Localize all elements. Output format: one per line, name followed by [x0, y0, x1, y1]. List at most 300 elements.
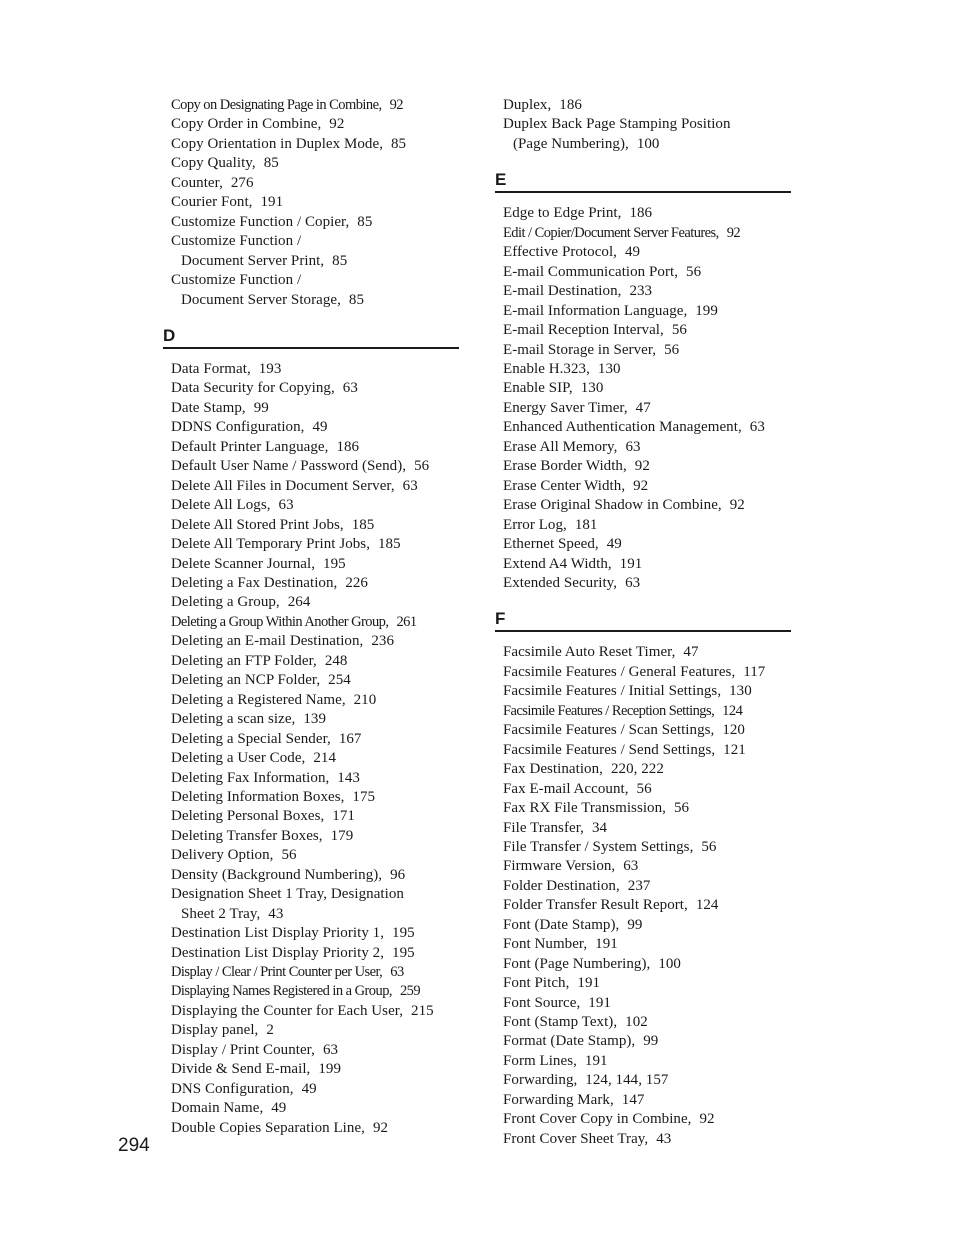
index-term: Courier Font, — [171, 194, 253, 211]
index-entry — [503, 379, 795, 398]
index-term: Deleting an NCP Folder, — [171, 672, 321, 689]
index-entry — [503, 799, 795, 818]
index-entry — [171, 1119, 463, 1138]
index-continued-list — [171, 96, 463, 310]
index-term: Forwarding Mark, — [503, 1091, 614, 1108]
index-term: Facsimile Auto Reset Timer, — [503, 644, 676, 661]
index-entry — [503, 1110, 795, 1129]
index-entry — [171, 115, 463, 134]
index-entry — [171, 574, 463, 593]
index-entry — [171, 213, 463, 232]
index-page-ref: 85 — [263, 155, 279, 172]
index-entry — [171, 154, 463, 173]
index-page-ref: 63 — [623, 858, 639, 875]
index-term: Duplex Back Page Stamping Position (Page Numbering), — [503, 116, 731, 152]
index-term: Deleting a Group Within Another Group, — [171, 613, 389, 630]
index-term: Erase All Memory, — [503, 438, 618, 455]
index-page-ref: 63 — [278, 497, 294, 514]
index-entry — [503, 819, 795, 838]
index-page-ref: 143 — [337, 769, 360, 786]
index-entry — [503, 780, 795, 799]
index-page-ref: 124 — [722, 702, 743, 719]
index-page-ref: 139 — [303, 711, 326, 728]
section-divider — [163, 347, 459, 349]
index-page-ref: 191 — [588, 994, 611, 1011]
index-page-ref: 99 — [627, 916, 643, 933]
index-page-ref: 92 — [633, 477, 649, 494]
index-page-ref: 49 — [271, 1100, 287, 1117]
index-term: Deleting a Special Sender, — [171, 730, 331, 747]
index-page-ref: 220, 222 — [610, 761, 664, 778]
index-page-ref: 186 — [336, 438, 360, 455]
index-page-ref: 237 — [627, 877, 651, 894]
index-term: Folder Transfer Result Report, — [503, 897, 688, 914]
index-entry — [171, 271, 463, 310]
index-page-ref: 215 — [411, 1002, 434, 1019]
index-page-ref: 56 — [414, 458, 430, 475]
index-entry — [503, 702, 795, 721]
index-term: Energy Saver Timer, — [503, 399, 628, 416]
index-entry — [503, 204, 795, 223]
index-page-ref: 254 — [328, 672, 351, 689]
index-page-ref: 85 — [348, 291, 365, 308]
index-entry — [171, 379, 463, 398]
index-term: Deleting an FTP Folder, — [171, 652, 317, 669]
index-column-left — [163, 96, 463, 1138]
index-term: Date Stamp, — [171, 399, 246, 416]
section-letter: E — [495, 170, 507, 190]
index-term: Destination List Display Priority 1, — [171, 925, 385, 942]
index-entry — [171, 885, 463, 924]
index-page-ref: 85 — [357, 213, 373, 230]
index-section-d-list — [171, 360, 463, 1138]
index-page-ref: 47 — [635, 399, 651, 416]
index-term: Extend A4 Width, — [503, 555, 612, 572]
index-page-ref: 92 — [699, 1111, 715, 1128]
index-page-ref: 92 — [389, 97, 403, 113]
index-term: Deleting a Group, — [171, 594, 280, 611]
index-term: Erase Original Shadow in Combine, — [503, 497, 722, 514]
index-entry — [503, 896, 795, 915]
index-term: Copy Quality, — [171, 155, 256, 172]
index-page-ref: 167 — [338, 730, 362, 747]
index-page-ref: 63 — [625, 574, 641, 591]
index-entry — [171, 671, 463, 690]
index-page-ref: 124 — [695, 897, 719, 914]
index-page-ref: 259 — [399, 983, 421, 1000]
section-divider — [495, 191, 791, 193]
index-term: Double Copies Separation Line, — [171, 1119, 365, 1136]
index-term: Deleting a Registered Name, — [171, 691, 346, 708]
index-entry — [171, 632, 463, 651]
index-term: Font (Stamp Text), — [503, 1014, 618, 1031]
index-page-ref: 185 — [378, 536, 401, 553]
index-entry — [503, 418, 795, 437]
index-page-ref: 195 — [392, 944, 415, 961]
index-page-ref: 276 — [230, 174, 254, 191]
index-entry — [171, 982, 463, 1001]
index-entry — [171, 477, 463, 496]
index-entry — [503, 935, 795, 954]
index-term: Customize Function / Copier, — [171, 213, 350, 230]
index-term: Extended Security, — [503, 574, 618, 591]
index-term: Facsimile Features / Scan Settings, — [503, 722, 715, 739]
index-entry — [171, 1080, 463, 1099]
index-page-ref: 56 — [686, 263, 702, 280]
index-entry — [171, 555, 463, 574]
index-term: Deleting Personal Boxes, — [171, 808, 325, 825]
index-term: Fax RX File Transmission, — [503, 800, 666, 817]
index-page-ref: 171 — [332, 808, 355, 825]
index-entry — [171, 438, 463, 457]
index-entry — [171, 846, 463, 865]
index-page-ref: 56 — [671, 322, 687, 339]
index-entry — [171, 593, 463, 612]
index-term: Delete All Files in Document Server, — [171, 477, 395, 494]
index-term: Display / Clear / Print Counter per User, — [171, 964, 383, 981]
index-page-ref: 193 — [258, 360, 282, 377]
index-page-ref: 63 — [390, 964, 404, 981]
index-term: Font (Date Stamp), — [503, 916, 620, 933]
index-term: Domain Name, — [171, 1100, 264, 1117]
index-page-ref: 214 — [313, 750, 336, 767]
index-entry — [171, 613, 463, 632]
index-page-ref: 56 — [673, 800, 690, 817]
index-page-ref: 199 — [695, 302, 718, 319]
index-page-ref: 124, 144, 157 — [585, 1072, 669, 1089]
index-entry — [503, 1032, 795, 1051]
index-section-f-list — [503, 643, 795, 1149]
index-entry — [171, 399, 463, 418]
index-page-ref: 130 — [580, 380, 604, 397]
index-page-ref: 92 — [729, 497, 745, 514]
index-entry — [171, 1099, 463, 1118]
index-page-ref: 99 — [643, 1033, 659, 1050]
index-entry — [171, 652, 463, 671]
index-term: Copy Order in Combine, — [171, 116, 322, 133]
index-page-ref: 96 — [390, 866, 406, 883]
index-term: E-mail Storage in Server, — [503, 341, 657, 358]
index-term: Erase Border Width, — [503, 458, 627, 475]
index-entry — [503, 682, 795, 701]
index-page-ref: 181 — [574, 516, 598, 533]
index-page-ref: 34 — [591, 819, 608, 836]
index-term: Display panel, — [171, 1022, 259, 1039]
index-term: Error Log, — [503, 516, 567, 533]
index-term: Font Number, — [503, 936, 588, 953]
index-term: DDNS Configuration, — [171, 419, 305, 436]
index-entry — [503, 1052, 795, 1071]
index-term: Facsimile Features / Reception Settings, — [503, 702, 715, 719]
section-letter: D — [163, 325, 176, 345]
index-entry — [503, 360, 795, 379]
index-page-ref: 49 — [301, 1080, 317, 1097]
index-page-ref: 147 — [621, 1091, 645, 1108]
index-term: Delete All Temporary Print Jobs, — [171, 536, 370, 553]
index-term: File Transfer, — [503, 819, 584, 836]
index-page-ref: 49 — [312, 419, 328, 436]
index-page-ref: 186 — [559, 97, 582, 113]
index-entry — [503, 457, 795, 476]
index-term: File Transfer / System Settings, — [503, 838, 694, 855]
index-entry — [171, 866, 463, 885]
index-entry — [503, 974, 795, 993]
index-continued-list — [503, 96, 795, 154]
index-entry — [171, 496, 463, 515]
index-entry — [503, 994, 795, 1013]
index-page-ref: 191 — [619, 555, 643, 572]
index-page-ref: 185 — [351, 516, 375, 533]
index-term: Edit / Copier/Document Server Features, — [503, 224, 719, 241]
index-page-ref: 130 — [597, 360, 621, 377]
index-page-ref: 100 — [636, 135, 660, 152]
index-entry — [503, 516, 795, 535]
index-page-ref: 191 — [577, 975, 601, 992]
index-term: E-mail Reception Interval, — [503, 322, 664, 339]
index-page-ref: 186 — [629, 205, 653, 222]
index-term: Display / Print Counter, — [171, 1041, 315, 1058]
index-entry — [503, 496, 795, 515]
index-term: Delete All Logs, — [171, 497, 271, 514]
index-entry — [171, 691, 463, 710]
index-page-ref: 100 — [658, 955, 681, 972]
index-page-ref: 120 — [722, 722, 745, 739]
index-term: Displaying the Counter for Each User, — [171, 1002, 404, 1019]
index-page-ref: 236 — [371, 633, 394, 650]
index-term: Font Source, — [503, 994, 581, 1011]
index-term: Deleting Transfer Boxes, — [171, 827, 323, 844]
index-page-ref: 92 — [329, 116, 345, 133]
index-term: Deleting a User Code, — [171, 750, 306, 767]
index-entry — [503, 741, 795, 760]
index-term: Customize Function / Document Server Print, — [171, 233, 325, 269]
index-term: Deleting Fax Information, — [171, 769, 330, 786]
index-term: E-mail Information Language, — [503, 302, 688, 319]
index-page-ref: 56 — [701, 838, 717, 855]
index-term: Ethernet Speed, — [503, 536, 599, 553]
index-page-ref: 195 — [323, 555, 346, 572]
index-term: Destination List Display Priority 2, — [171, 944, 385, 961]
index-page-ref: 92 — [726, 224, 741, 241]
index-entry — [503, 574, 795, 593]
index-entry — [503, 663, 795, 682]
index-term: Enable H.323, — [503, 360, 590, 377]
index-entry — [503, 643, 795, 662]
index-entry — [171, 749, 463, 768]
section-divider — [495, 630, 791, 632]
index-page-ref: 233 — [629, 283, 653, 300]
index-term: Deleting an E-mail Destination, — [171, 633, 364, 650]
index-term: Deleting a Fax Destination, — [171, 574, 338, 591]
index-entry — [171, 232, 463, 271]
index-term: Designation Sheet 1 Tray, Designation Sheet 2 Tray, — [171, 886, 404, 922]
index-entry — [171, 174, 463, 193]
index-term: Effective Protocol, — [503, 244, 617, 261]
index-entry — [171, 193, 463, 212]
section-heading-f — [495, 609, 795, 643]
index-entry — [503, 321, 795, 340]
index-entry — [503, 96, 795, 115]
index-term: Font (Page Numbering), — [503, 955, 651, 972]
section-letter: F — [495, 609, 506, 629]
index-entry — [503, 1013, 795, 1032]
section-heading-e — [495, 170, 795, 204]
index-page-ref: 264 — [287, 594, 311, 611]
index-page-ref: 226 — [345, 574, 368, 591]
index-term: Form Lines, — [503, 1052, 577, 1069]
index-term: Firmware Version, — [503, 858, 616, 875]
index-entry — [171, 96, 463, 115]
index-entry — [503, 438, 795, 457]
index-term: Default Printer Language, — [171, 438, 329, 455]
index-entry — [171, 535, 463, 554]
index-page-ref: 99 — [253, 399, 269, 416]
index-page-ref: 121 — [723, 741, 746, 758]
index-page-ref: 56 — [664, 341, 680, 358]
index-page-ref: 175 — [352, 788, 376, 805]
index-entry — [171, 1002, 463, 1021]
index-entry — [503, 760, 795, 779]
index-term: E-mail Communication Port, — [503, 263, 679, 280]
index-term: Displaying Names Registered in a Group, — [171, 983, 392, 1000]
index-term: Facsimile Features / Send Settings, — [503, 741, 716, 758]
index-entry — [171, 769, 463, 788]
index-term: Density (Background Numbering), — [171, 866, 383, 883]
index-term: Enhanced Authentication Management, — [503, 419, 742, 436]
section-heading-d — [163, 325, 463, 360]
index-term: Counter, — [171, 174, 223, 191]
index-term: Divide & Send E-mail, — [171, 1061, 311, 1078]
index-page-ref: 49 — [606, 536, 622, 553]
index-page-ref: 43 — [268, 905, 284, 922]
index-term: Data Security for Copying, — [171, 380, 335, 397]
index-entry — [503, 535, 795, 554]
index-term: Front Cover Sheet Tray, — [503, 1130, 649, 1147]
index-entry — [503, 838, 795, 857]
index-page-ref: 102 — [625, 1014, 648, 1031]
index-term: Default User Name / Password (Send), — [171, 458, 407, 475]
index-entry — [171, 1060, 463, 1079]
index-entry — [171, 710, 463, 729]
index-term: Deleting a scan size, — [171, 711, 296, 728]
index-entry — [171, 457, 463, 476]
index-term: Data Format, — [171, 360, 251, 377]
index-entry — [503, 115, 795, 154]
index-entry — [503, 399, 795, 418]
index-entry — [503, 477, 795, 496]
index-entry — [503, 916, 795, 935]
index-entry — [503, 341, 795, 360]
index-page-ref: 63 — [342, 380, 358, 397]
index-entry — [503, 857, 795, 876]
index-page-ref: 92 — [634, 458, 650, 475]
index-page-ref: 63 — [749, 419, 765, 436]
index-page-ref: 63 — [625, 438, 641, 455]
index-term: Forwarding, — [503, 1072, 578, 1089]
index-entry — [503, 1130, 795, 1149]
index-entry — [503, 555, 795, 574]
index-term: Deleting Information Boxes, — [171, 788, 345, 805]
index-entry — [503, 955, 795, 974]
index-page-ref: 85 — [332, 252, 348, 269]
index-entry — [171, 944, 463, 963]
index-entry — [171, 788, 463, 807]
index-term: Delete Scanner Journal, — [171, 555, 316, 572]
index-term: Duplex, — [503, 97, 552, 113]
index-page-ref: 191 — [595, 936, 618, 953]
index-term: Format (Date Stamp), — [503, 1033, 636, 1050]
index-term: Facsimile Features / General Features, — [503, 663, 736, 680]
index-page-ref: 130 — [729, 683, 752, 700]
index-page-ref: 2 — [266, 1022, 274, 1039]
index-page-ref: 85 — [391, 135, 407, 152]
index-page-ref: 210 — [353, 691, 377, 708]
index-entry — [171, 1041, 463, 1060]
index-term: Edge to Edge Print, — [503, 205, 622, 222]
index-page-ref: 49 — [624, 244, 641, 261]
index-term: Erase Center Width, — [503, 477, 626, 494]
index-entry — [171, 827, 463, 846]
index-entry — [503, 243, 795, 262]
index-entry — [171, 730, 463, 749]
index-entry — [503, 282, 795, 301]
index-term: Copy Orientation in Duplex Mode, — [171, 135, 383, 152]
index-section-e-list — [503, 204, 795, 593]
index-entry — [503, 877, 795, 896]
index-page-ref: 56 — [636, 780, 652, 797]
page-number: 294 — [118, 1135, 150, 1156]
index-term: Fax E-mail Account, — [503, 780, 629, 797]
index-term: Copy on Designating Page in Combine, — [171, 97, 382, 113]
index-entry — [171, 963, 463, 982]
index-page-ref: 117 — [743, 663, 766, 680]
index-term: Facsimile Features / Initial Settings, — [503, 683, 722, 700]
index-page-ref: 199 — [318, 1061, 342, 1078]
index-term: Enable SIP, — [503, 380, 573, 397]
index-entry — [171, 418, 463, 437]
index-entry — [503, 224, 795, 243]
index-term: E-mail Destination, — [503, 283, 622, 300]
index-term: DNS Configuration, — [171, 1080, 294, 1097]
index-page-ref: 56 — [281, 847, 297, 864]
index-entry — [171, 135, 463, 154]
index-term: Fax Destination, — [503, 761, 603, 778]
index-entry — [503, 721, 795, 740]
index-term: Customize Function / Document Server Storage, — [171, 272, 341, 308]
index-page-ref: 191 — [584, 1052, 608, 1069]
index-term: Folder Destination, — [503, 877, 620, 894]
index-entry — [171, 807, 463, 826]
index-entry — [503, 302, 795, 321]
index-page-ref: 63 — [322, 1041, 339, 1058]
index-page-ref: 261 — [396, 613, 417, 630]
index-term: Delivery Option, — [171, 847, 274, 864]
index-page-ref: 47 — [683, 644, 699, 661]
index-page-ref: 191 — [260, 194, 284, 211]
index-page-ref: 92 — [372, 1119, 389, 1136]
index-entry — [171, 924, 463, 943]
index-page-ref: 248 — [324, 652, 348, 669]
index-entry — [171, 516, 463, 535]
index-page-ref: 43 — [656, 1130, 672, 1147]
index-term: Front Cover Copy in Combine, — [503, 1111, 692, 1128]
index-page-ref: 63 — [402, 477, 418, 494]
index-entry — [171, 1021, 463, 1040]
index-page-ref: 179 — [330, 827, 354, 844]
index-term: Delete All Stored Print Jobs, — [171, 516, 344, 533]
index-page-ref: 195 — [392, 925, 415, 942]
index-entry — [503, 1091, 795, 1110]
